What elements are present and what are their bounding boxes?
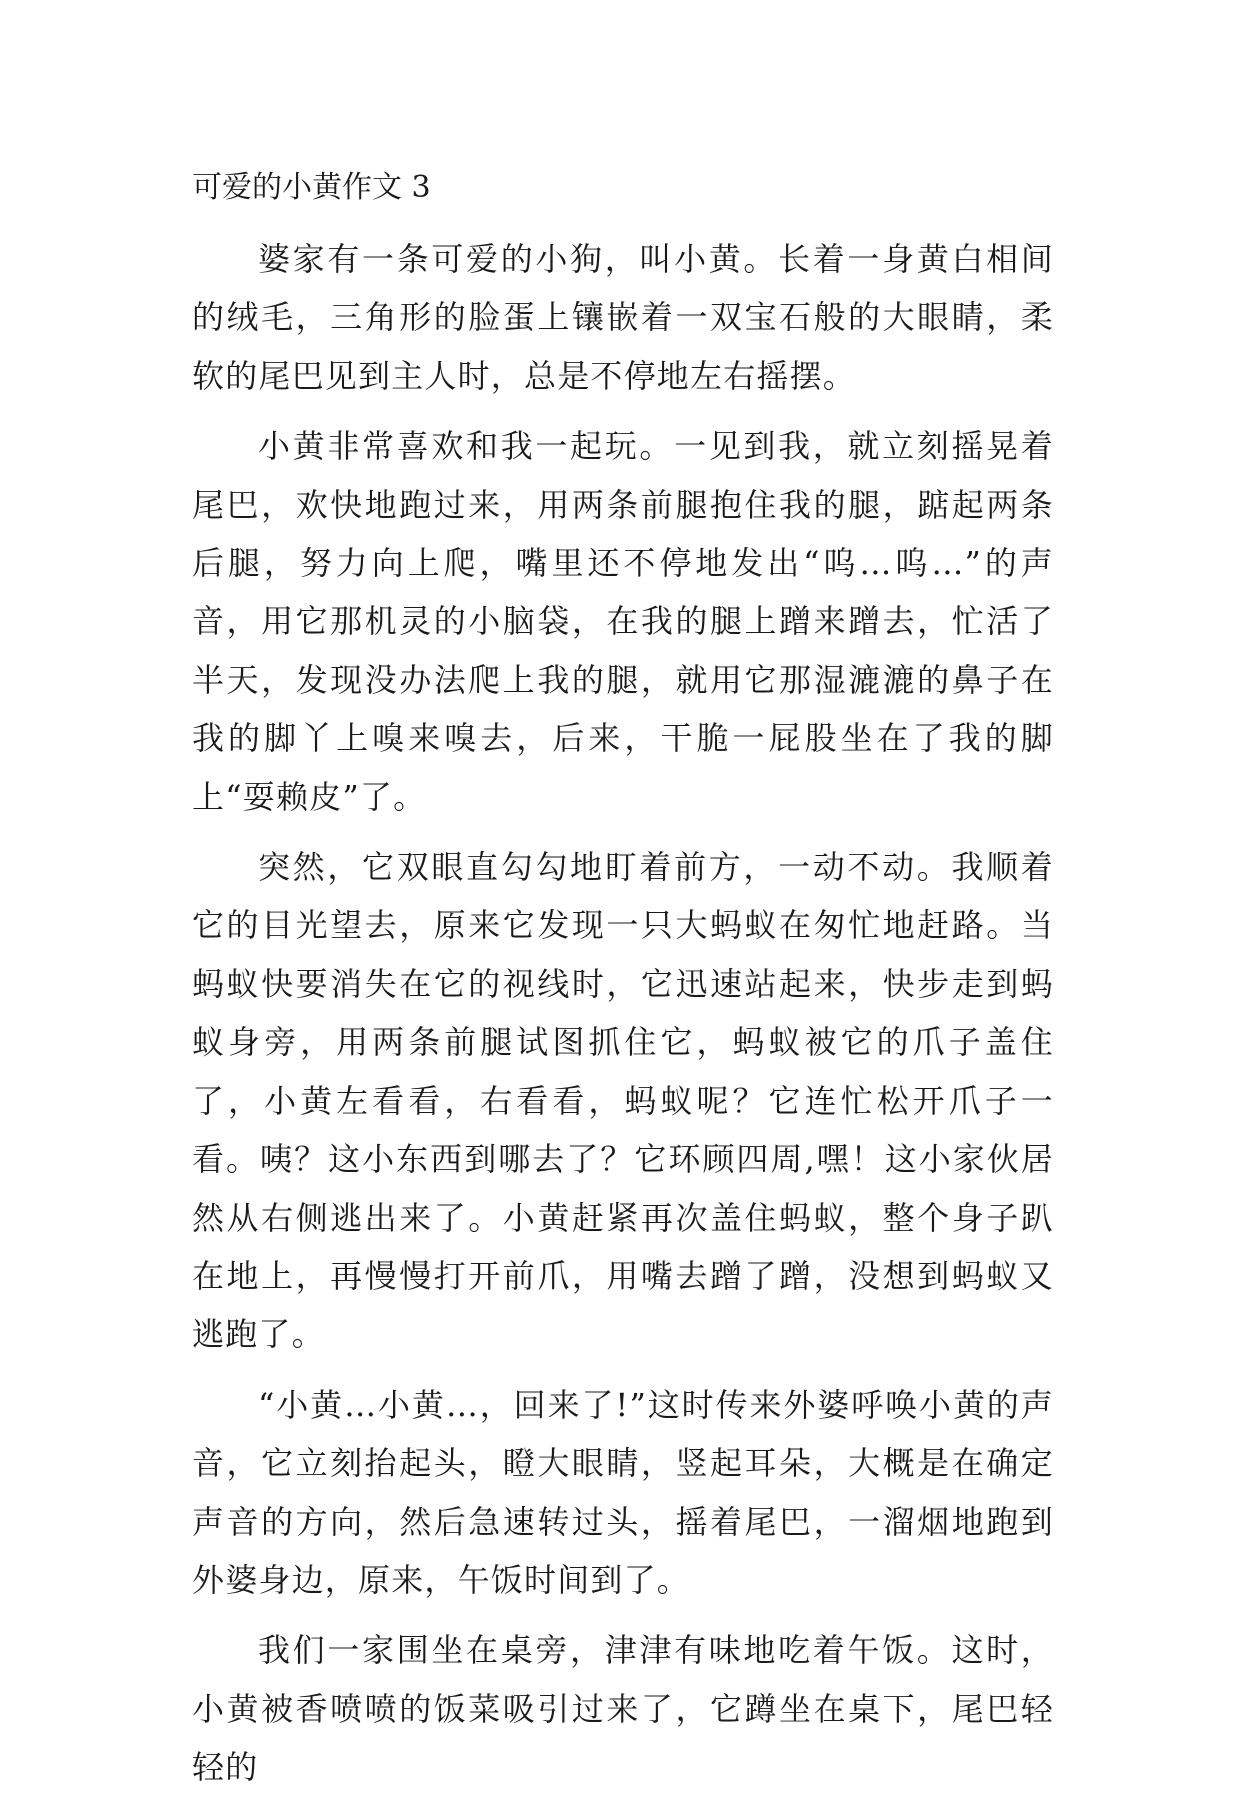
paragraph-5: 我们一家围坐在桌旁，津津有味地吃着午饭。这时，小黄被香喷喷的饭菜吸引过来了，它蹲坐在桌下，尾巴轻轻的 (192, 1631, 1054, 1787)
paragraph-2: 小黄非常喜欢和我一起玩。一见到我，就立刻摇晃着尾巴，欢快地跑过来，用两条前腿抱住我的腿，踮起两条后腿，努力向上爬，嘴里还不停地发出“呜…呜…”的声音，用它那机灵的小脑袋，在我的腿上蹭来蹭去，忙活了半天，发现没办法爬上我的腿，就用它那湿漉漉的鼻子在我的脚丫上嗅来嗅去，后来，干脆一屁股坐在了我的脚上“耍赖皮”了。 (192, 427, 1054, 816)
paragraph-4: “小黄…小黄…，回来了!”这时传来外婆呼唤小黄的声音，它立刻抬起头，瞪大眼睛，竖起耳朵，大概是在确定声音的方向，然后急速转过头，摇着尾巴，一溜烟地跑到外婆身边，原来，午饭时间到了。 (192, 1385, 1054, 1599)
document-title: 可爱的小黄作文 3 (192, 170, 431, 205)
document-page (192, 160, 1054, 1809)
paragraph-1: 婆家有一条可爱的小狗，叫小黄。长着一身黄白相间的绒毛，三角形的脸蛋上镶嵌着一双宝石般的大眼睛，柔软的尾巴见到主人时，总是不停地左右摇摆。 (192, 240, 1054, 395)
paragraph-3: 突然，它双眼直勾勾地盯着前方，一动不动。我顺着它的目光望去，原来它发现一只大蚂蚁在匆忙地赶路。当蚂蚁快要消失在它的视线时，它迅速站起来，快步走到蚂蚁身旁，用两条前腿试图抓住它，蚂蚁被它的爪子盖住了，小黄左看看，右看看，蚂蚁呢？它连忙松开爪子一看。咦？这小东西到哪去了？它环顾四周,嘿！这小家伙居然从右侧逃出来了。小黄赶紧再次盖住蚂蚁，整个身子趴在地上，再慢慢打开前爪，用嘴去蹭了蹭，没想到蚂蚁又逃跑了。 (192, 848, 1054, 1354)
